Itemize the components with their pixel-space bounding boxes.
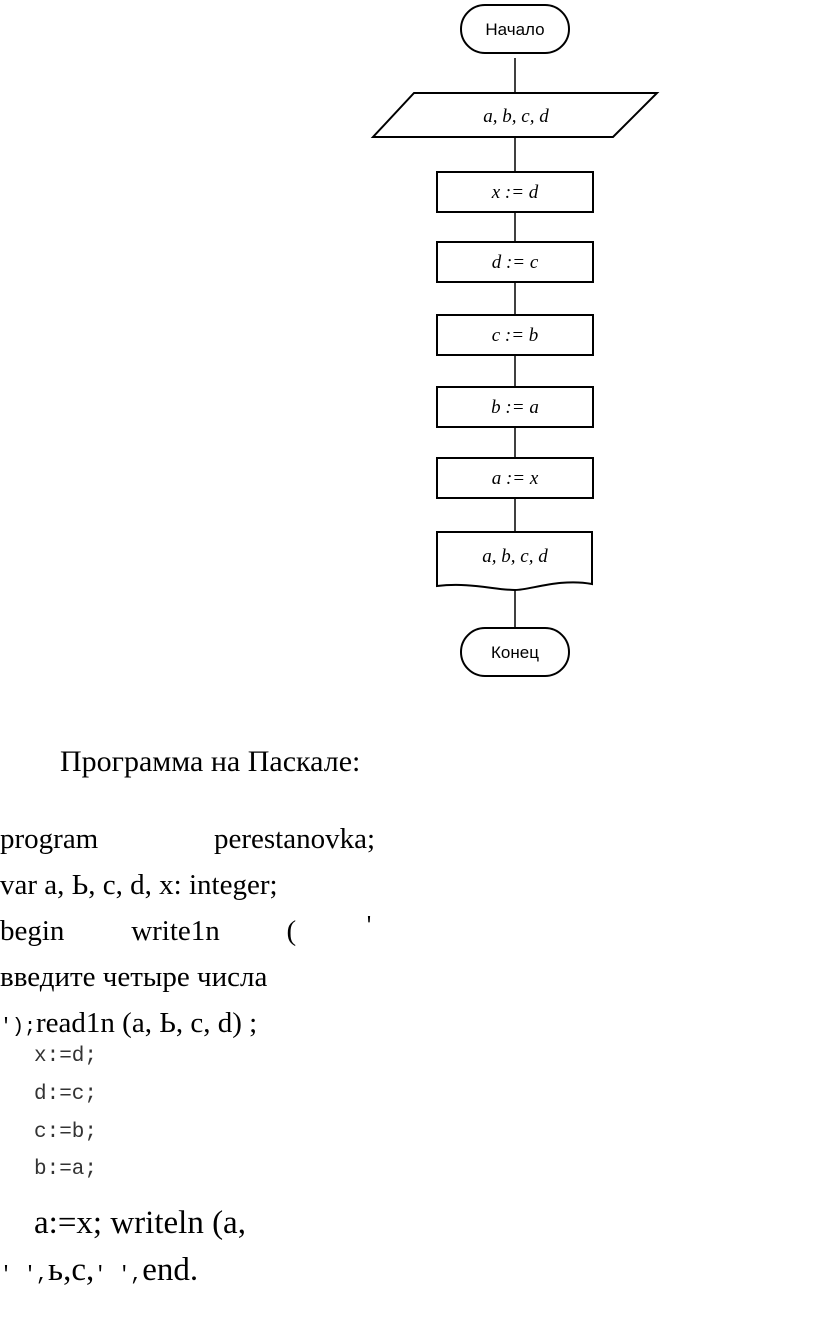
step-label-4: b := a [491, 397, 539, 418]
code-keyword-begin: begin [0, 915, 65, 947]
code-quote-b: ' ', [94, 1264, 143, 1287]
code-writeln: write1n [131, 915, 220, 947]
code-mono-line-3: c:=b; [34, 1121, 98, 1144]
code-close-quote: '); [0, 1016, 37, 1039]
code-args: ь,c, [48, 1252, 95, 1288]
process-step-5 [437, 458, 593, 498]
step-label-5: a := x [491, 468, 539, 489]
code-line-2: var a, Ь, c, d, x: integer; [0, 869, 278, 901]
end-terminator [461, 628, 569, 676]
code-quote: ' [362, 915, 375, 938]
code-quote-a: ' ', [0, 1264, 49, 1287]
code-line-1 [0, 823, 375, 856]
code-keyword-end: end. [142, 1252, 199, 1288]
program-heading: Программа на Паскале: [60, 745, 361, 778]
code-readln: read1n (a, Ь, c, d) ; [36, 1007, 258, 1039]
code-mono-line-4: b:=a; [34, 1158, 98, 1181]
start-terminator [461, 5, 569, 53]
code-program-name: perestanovka; [213, 823, 375, 855]
code-mono-line-2: d:=c; [34, 1083, 98, 1106]
input-parallelogram [373, 93, 657, 137]
code-keyword-program: program [0, 823, 99, 855]
step-label-3: c := b [491, 325, 539, 346]
code-line-11 [0, 1252, 198, 1289]
code-line-3 [0, 915, 375, 948]
code-open-paren: ( [286, 915, 297, 947]
start-label: Начало [485, 20, 545, 39]
code-line-4: введите четыре числа [0, 961, 268, 993]
code-mono-line-1: x:=d; [34, 1045, 98, 1068]
code-line-10: a:=x; writeln (a, [34, 1205, 246, 1241]
process-step-4 [437, 387, 593, 427]
step-label-2: d := c [491, 252, 539, 273]
process-step-2 [437, 242, 593, 282]
output-label: a, b, c, d [482, 546, 548, 567]
output-document [437, 532, 592, 590]
step-label-1: x := d [491, 182, 539, 203]
input-label: a, b, c, d [483, 106, 549, 127]
process-step-3 [437, 315, 593, 355]
end-label: Конец [491, 643, 539, 662]
process-step-1 [437, 172, 593, 212]
code-line-5 [0, 1007, 257, 1040]
